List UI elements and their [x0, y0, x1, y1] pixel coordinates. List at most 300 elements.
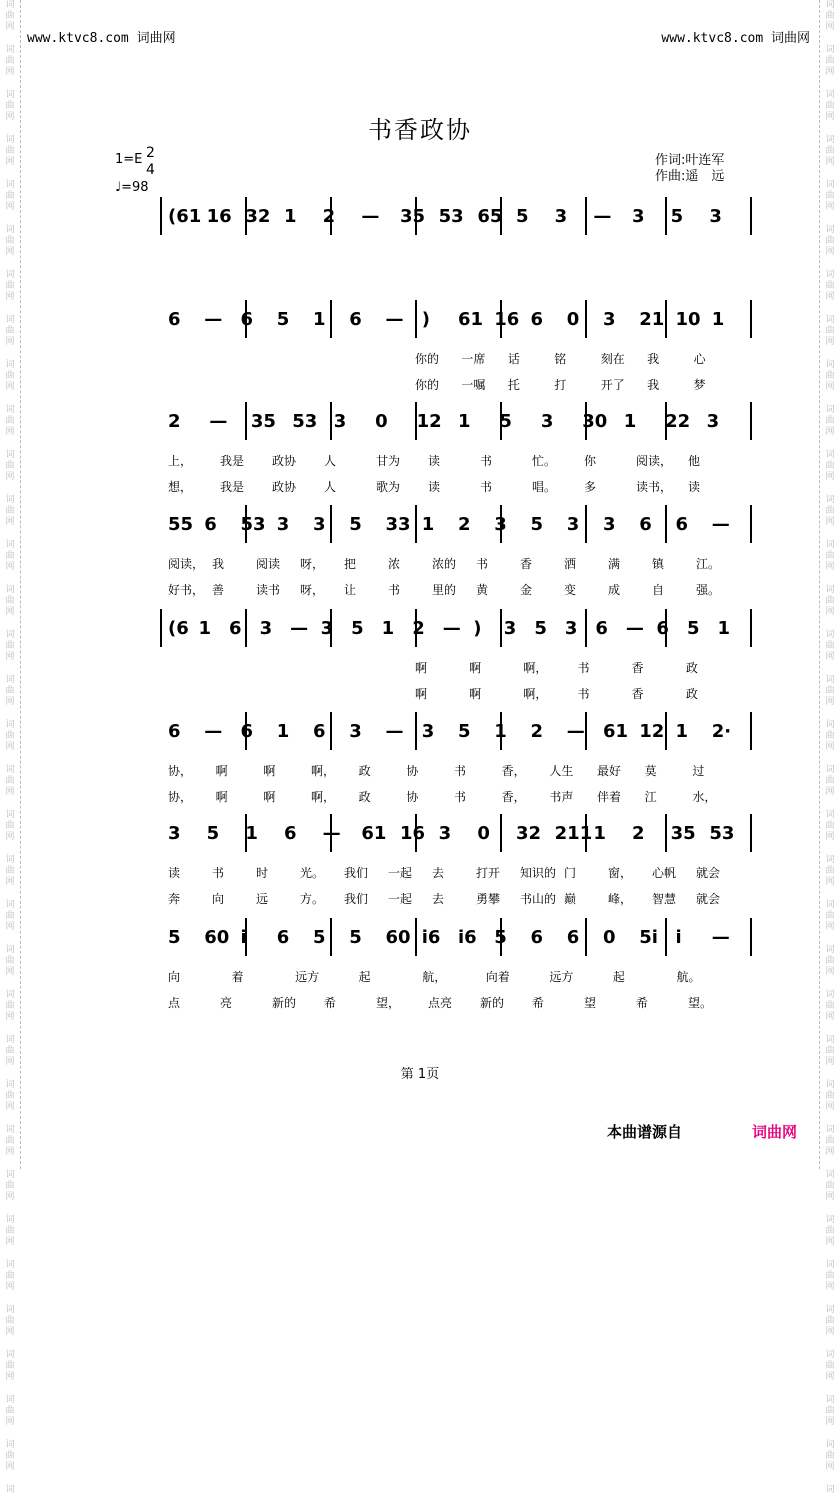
note: 1	[494, 721, 507, 742]
watermark-char: 网	[825, 877, 835, 887]
watermark-char: 网	[825, 1282, 835, 1292]
watermark-char: 曲	[5, 911, 15, 921]
watermark-char: 曲	[5, 56, 15, 66]
watermark-char: 网	[5, 652, 15, 662]
staff-row	[160, 308, 760, 338]
note: 5	[534, 618, 547, 639]
lyric-word: 就会	[696, 866, 721, 880]
staff-row	[160, 410, 760, 440]
note: 0	[566, 309, 580, 330]
watermark-char: 网	[5, 1237, 15, 1247]
composer: 作曲:遥 远	[655, 169, 725, 184]
watermark-char: 词	[825, 225, 835, 235]
watermark-char: 词	[825, 0, 835, 10]
note: 5	[516, 206, 529, 227]
note: 53	[292, 411, 318, 432]
bar-line	[585, 918, 587, 956]
watermark-char: 曲	[825, 281, 835, 291]
lyric-word: 希	[636, 996, 649, 1010]
watermark-char: 词	[825, 1035, 835, 1045]
lyric-word: 香	[520, 557, 533, 571]
note: 6	[240, 309, 254, 330]
watermark-char: 词	[5, 720, 15, 730]
lyric-word: 啊	[215, 790, 228, 804]
watermark-char: 词	[825, 315, 835, 325]
lyric-word: 一嘱	[461, 378, 486, 392]
lyric-word: 书山的	[520, 892, 557, 906]
note: 35	[670, 823, 696, 844]
note: 5	[168, 927, 181, 948]
watermark-char: 网	[5, 742, 15, 752]
note: 1	[711, 309, 725, 330]
bar-line	[665, 918, 667, 956]
watermark-char: 词	[5, 1215, 15, 1225]
lyric-word: 一起	[388, 866, 413, 880]
bar-line	[585, 712, 587, 750]
lyric-word: 水，	[692, 790, 717, 804]
note: —	[322, 823, 341, 844]
note: 5	[494, 927, 507, 948]
note: 5	[349, 514, 362, 535]
lyric-word: 读书	[256, 583, 281, 597]
watermark-char: 词	[825, 1395, 835, 1405]
watermark-char: 曲	[825, 506, 835, 516]
lyric-word: 希	[532, 996, 545, 1010]
lyric-word: 我是	[220, 454, 245, 468]
watermark-char: 曲	[825, 956, 835, 966]
note: 6	[566, 927, 580, 948]
watermark-char: 曲	[5, 821, 15, 831]
watermark-char: 曲	[825, 911, 835, 921]
note: i	[675, 927, 682, 948]
watermark-char: 曲	[825, 1046, 835, 1056]
watermark-char: 词	[825, 360, 835, 370]
note: 2	[412, 618, 425, 639]
note: 3	[333, 411, 347, 432]
note: 5	[276, 309, 290, 330]
watermark-char: 网	[5, 1102, 15, 1112]
lyric-line	[160, 685, 760, 703]
watermark-char: 曲	[5, 1361, 15, 1371]
watermark-char: 网	[825, 112, 835, 122]
note: 55	[168, 514, 194, 535]
bar-line	[585, 505, 587, 543]
watermark-char: 曲	[825, 191, 835, 201]
key-signature: 1=E	[115, 152, 143, 167]
bar-line	[750, 300, 752, 338]
lyric-line	[160, 452, 760, 470]
note: 5	[670, 206, 684, 227]
watermark-char: 网	[825, 472, 835, 482]
note: 6	[229, 618, 242, 639]
lyric-word: 向着	[485, 970, 510, 984]
lyric-word: 香	[631, 687, 644, 701]
lyric-word: 过	[692, 764, 705, 778]
note: 3	[320, 618, 334, 639]
watermark-char: 词	[5, 1350, 15, 1360]
lyric-word: 远	[256, 892, 269, 906]
lyric-word: 托	[507, 378, 520, 392]
lyric-word: 江。	[696, 557, 721, 571]
note: 5	[206, 823, 220, 844]
bar-line	[585, 609, 587, 647]
watermark-char: 词	[5, 180, 15, 190]
lyric-word: 亮	[220, 996, 233, 1010]
note: 5i	[639, 927, 658, 948]
watermark-char: 曲	[825, 1181, 835, 1191]
lyric-word: 点亮	[428, 996, 453, 1010]
lyric-word: 光。	[300, 866, 325, 880]
bar-line	[750, 197, 752, 235]
staff-row	[160, 926, 760, 956]
lyric-word: 起	[612, 970, 625, 984]
watermark-char: 曲	[5, 1136, 15, 1146]
watermark-char: 曲	[825, 551, 835, 561]
lyric-word: 奔	[168, 892, 181, 906]
watermark-char: 词	[5, 540, 15, 550]
watermark-char: 曲	[825, 776, 835, 786]
note: 12	[416, 411, 442, 432]
lyric-word: 香，	[501, 764, 526, 778]
watermark-char: 网	[5, 1147, 15, 1157]
note: 3	[564, 618, 578, 639]
note: 3	[632, 206, 645, 227]
watermark-char: 曲	[5, 191, 15, 201]
watermark-char: 词	[825, 135, 835, 145]
note: 1	[675, 721, 689, 742]
watermark-char: 网	[5, 292, 15, 302]
lyric-word: 你	[584, 454, 597, 468]
note: 3	[421, 721, 435, 742]
lyric-word: 把	[344, 557, 357, 571]
watermark-char: 网	[825, 1057, 835, 1067]
note: 1	[198, 618, 212, 639]
lyric-word: 唱。	[532, 480, 557, 494]
watermark-char: 词	[825, 720, 835, 730]
watermark-char: 曲	[5, 551, 15, 561]
lyric-line	[160, 890, 760, 908]
watermark-char: 词	[5, 495, 15, 505]
lyric-word: 向	[168, 970, 181, 984]
lyric-word: 变	[564, 583, 577, 597]
lyric-word: 着	[231, 970, 244, 984]
note: 16	[400, 823, 426, 844]
site-url-left[interactable]: www.ktvc8.com 词曲网	[27, 31, 176, 46]
watermark-char: 网	[825, 67, 835, 77]
watermark-char: 网	[5, 22, 15, 32]
note: 1	[623, 411, 637, 432]
bar-line	[415, 918, 417, 956]
lyric-word: 书	[476, 557, 489, 571]
note: 3	[438, 823, 452, 844]
watermark-char: 曲	[825, 1361, 835, 1371]
watermark-char: 词	[5, 1305, 15, 1315]
watermark-char: 词	[825, 270, 835, 280]
lyric-word: 智慧	[652, 892, 677, 906]
bar-line	[500, 609, 502, 647]
note: 5	[686, 618, 700, 639]
note: 5	[458, 721, 471, 742]
lyric-word: 人	[324, 454, 337, 468]
lyric-line	[160, 864, 760, 882]
lyric-word: 打开	[476, 866, 501, 880]
bar-line	[750, 814, 752, 852]
lyric-word: 时	[256, 866, 269, 880]
lyric-line	[160, 555, 760, 573]
note: 3	[259, 618, 273, 639]
note: —	[385, 309, 404, 330]
watermark-char: 曲	[5, 1406, 15, 1416]
lyric-word: 成	[608, 583, 621, 597]
lyric-line	[160, 788, 760, 806]
note: 3	[709, 206, 722, 227]
lyric-word: 你的	[415, 378, 440, 392]
watermark-char: 词	[5, 360, 15, 370]
bar-line	[330, 402, 332, 440]
note: 5	[530, 514, 544, 535]
note: 0	[477, 823, 490, 844]
lyric-word: 门	[564, 866, 577, 880]
lyric-word: 黄	[476, 583, 489, 597]
lyric-word: 甘为	[376, 454, 401, 468]
lyric-line	[160, 376, 760, 394]
watermark-char: 词	[5, 90, 15, 100]
lyric-word: 一席	[461, 352, 486, 366]
watermark-char: 曲	[5, 1091, 15, 1101]
watermark-char: 曲	[825, 461, 835, 471]
note: —	[566, 721, 585, 742]
watermark-char: 网	[825, 967, 835, 977]
bar-line	[245, 609, 247, 647]
watermark-char: 词	[825, 900, 835, 910]
lyric-word: 一起	[388, 892, 413, 906]
watermark-char: 网	[5, 787, 15, 797]
note: 6	[530, 927, 544, 948]
song-title: 书香政协	[368, 116, 472, 144]
watermark-char: 词	[5, 765, 15, 775]
watermark-char: 曲	[825, 56, 835, 66]
bar-line	[330, 505, 332, 543]
note: 6	[276, 927, 290, 948]
note: 2	[168, 411, 181, 432]
lyric-word: 打	[554, 378, 567, 392]
note: 3	[603, 309, 616, 330]
note: 1	[313, 309, 326, 330]
watermark-char: 网	[825, 247, 835, 257]
lyric-word: 啊，	[311, 764, 336, 778]
bar-line	[330, 712, 332, 750]
note: (6	[168, 618, 189, 639]
watermark-char: 网	[5, 1417, 15, 1427]
watermark-char: 网	[5, 112, 15, 122]
lyric-word: 望	[584, 996, 597, 1010]
watermark-char: 词	[5, 270, 15, 280]
lyric-word: 书	[212, 866, 225, 880]
lyric-word: 啊，	[523, 687, 548, 701]
watermark-char: 词	[5, 1260, 15, 1270]
time-signature	[146, 145, 155, 179]
lyric-word: 啊，	[523, 661, 548, 675]
note: 3	[349, 721, 362, 742]
bar-line	[750, 918, 752, 956]
staff-row	[160, 205, 760, 235]
lyric-word: 窗，	[608, 866, 633, 880]
watermark-char: 曲	[825, 1001, 835, 1011]
lyric-word: 书	[454, 764, 467, 778]
watermark-char: 词	[825, 1440, 835, 1450]
lyric-word: 开了	[600, 378, 625, 392]
note: 3	[313, 514, 326, 535]
watermark-char: 词	[5, 810, 15, 820]
note: 61	[361, 823, 387, 844]
watermark-char: 网	[825, 517, 835, 527]
lyric-word: 读	[428, 454, 441, 468]
lyric-word: 去	[432, 866, 445, 880]
lyric-word: 心帆	[652, 866, 677, 880]
watermark-char: 词	[5, 1395, 15, 1405]
note: 6	[168, 309, 181, 330]
watermark-char: 网	[825, 202, 835, 212]
lyric-word: 我	[212, 557, 225, 571]
note: 6	[349, 309, 362, 330]
note: 6	[530, 309, 544, 330]
lyric-word: 书	[480, 454, 493, 468]
note: 35	[250, 411, 276, 432]
watermark-char: 曲	[5, 281, 15, 291]
watermark-char: 网	[5, 1057, 15, 1067]
watermark-char: 曲	[825, 101, 835, 111]
lyric-word: 起	[358, 970, 371, 984]
note: 30	[582, 411, 608, 432]
site-url-right[interactable]: www.ktvc8.com 词曲网	[661, 31, 810, 46]
lyric-word: 远方	[295, 970, 320, 984]
bar-line	[750, 609, 752, 647]
watermark-char: 曲	[5, 1226, 15, 1236]
watermark-char: 曲	[825, 821, 835, 831]
watermark-char: 词	[825, 630, 835, 640]
watermark-char: 词	[825, 1080, 835, 1090]
watermark-char: 网	[825, 1462, 835, 1472]
lyric-word: 知识的	[520, 866, 557, 880]
watermark-char: 曲	[5, 776, 15, 786]
lyric-word: 最好	[597, 764, 622, 778]
watermark-char: 曲	[5, 1451, 15, 1461]
watermark-char: 网	[825, 382, 835, 392]
note: 22	[665, 411, 691, 432]
lyric-word: 政	[358, 790, 371, 804]
watermark-char: 曲	[5, 1046, 15, 1056]
bar-line	[750, 712, 752, 750]
lyric-word: 话	[507, 352, 520, 366]
watermark-char: 词	[5, 630, 15, 640]
note: 6	[639, 514, 652, 535]
bar-line	[585, 197, 587, 235]
lyric-word: 你的	[415, 352, 440, 366]
watermark-char: 词	[5, 1035, 15, 1045]
watermark-char: 网	[825, 1417, 835, 1427]
watermark-char: 曲	[825, 731, 835, 741]
time-sig-bottom: 4	[146, 162, 155, 178]
watermark-char: 词	[5, 1440, 15, 1450]
watermark-char: 曲	[825, 866, 835, 876]
watermark-char: 词	[825, 1305, 835, 1315]
watermark-char: 词	[825, 1260, 835, 1270]
watermark-char: 词	[5, 225, 15, 235]
note: 3	[540, 411, 554, 432]
note: 2	[322, 206, 336, 227]
watermark-char: 曲	[825, 371, 835, 381]
lyric-word: 协，	[168, 764, 193, 778]
lyric-word: 书	[577, 687, 590, 701]
bar-line	[160, 197, 162, 235]
watermark-char: 网	[5, 1192, 15, 1202]
note: —	[442, 618, 461, 639]
note: 61	[603, 721, 629, 742]
lyric-word: 江	[644, 790, 657, 804]
bar-line	[415, 300, 417, 338]
watermark-char: 曲	[5, 101, 15, 111]
lyric-word: 啊	[469, 687, 482, 701]
watermark-char: 曲	[5, 416, 15, 426]
note: 16	[494, 309, 520, 330]
note: 53	[709, 823, 735, 844]
note: 6	[313, 721, 326, 742]
watermark-char: 词	[825, 855, 835, 865]
brand-link[interactable]: 词曲网	[752, 1123, 798, 1141]
lyric-word: 读	[428, 480, 441, 494]
watermark-char: 网	[825, 1237, 835, 1247]
lyric-line	[160, 581, 760, 599]
note: 6	[168, 721, 181, 742]
staff-row	[160, 513, 760, 543]
note: 3	[276, 514, 290, 535]
watermark-char: 词	[825, 765, 835, 775]
lyric-word: 阅读，	[168, 557, 205, 571]
watermark-char: 曲	[825, 146, 835, 156]
watermark-char: 网	[825, 742, 835, 752]
watermark-char: 词	[5, 1170, 15, 1180]
watermark-char: 曲	[825, 1451, 835, 1461]
watermark-char: 网	[5, 472, 15, 482]
watermark-char: 曲	[5, 371, 15, 381]
watermark-char: 曲	[5, 326, 15, 336]
note: 0	[375, 411, 388, 432]
watermark-char: 词	[5, 675, 15, 685]
lyric-word: 自	[652, 583, 665, 597]
watermark-char: 曲	[5, 1181, 15, 1191]
watermark-char: 网	[5, 67, 15, 77]
watermark-char: 曲	[825, 1136, 835, 1146]
lyric-word: 航。	[676, 970, 701, 984]
lyric-word: 好书，	[168, 583, 205, 597]
watermark-char: 网	[5, 157, 15, 167]
watermark-char: 网	[5, 562, 15, 572]
watermark-char: 曲	[825, 596, 835, 606]
watermark-char: 词	[5, 855, 15, 865]
note: 10	[675, 309, 701, 330]
watermark-char: 曲	[5, 461, 15, 471]
lyric-word: 阅读，	[636, 454, 673, 468]
watermark-char: 网	[5, 877, 15, 887]
note: 53	[438, 206, 464, 227]
note: 12	[639, 721, 665, 742]
note: i6	[458, 927, 477, 948]
watermark-char: 词	[5, 585, 15, 595]
watermark-char: 曲	[5, 1316, 15, 1326]
bar-line	[415, 712, 417, 750]
watermark-char: 曲	[5, 956, 15, 966]
watermark-char: 网	[825, 1327, 835, 1337]
